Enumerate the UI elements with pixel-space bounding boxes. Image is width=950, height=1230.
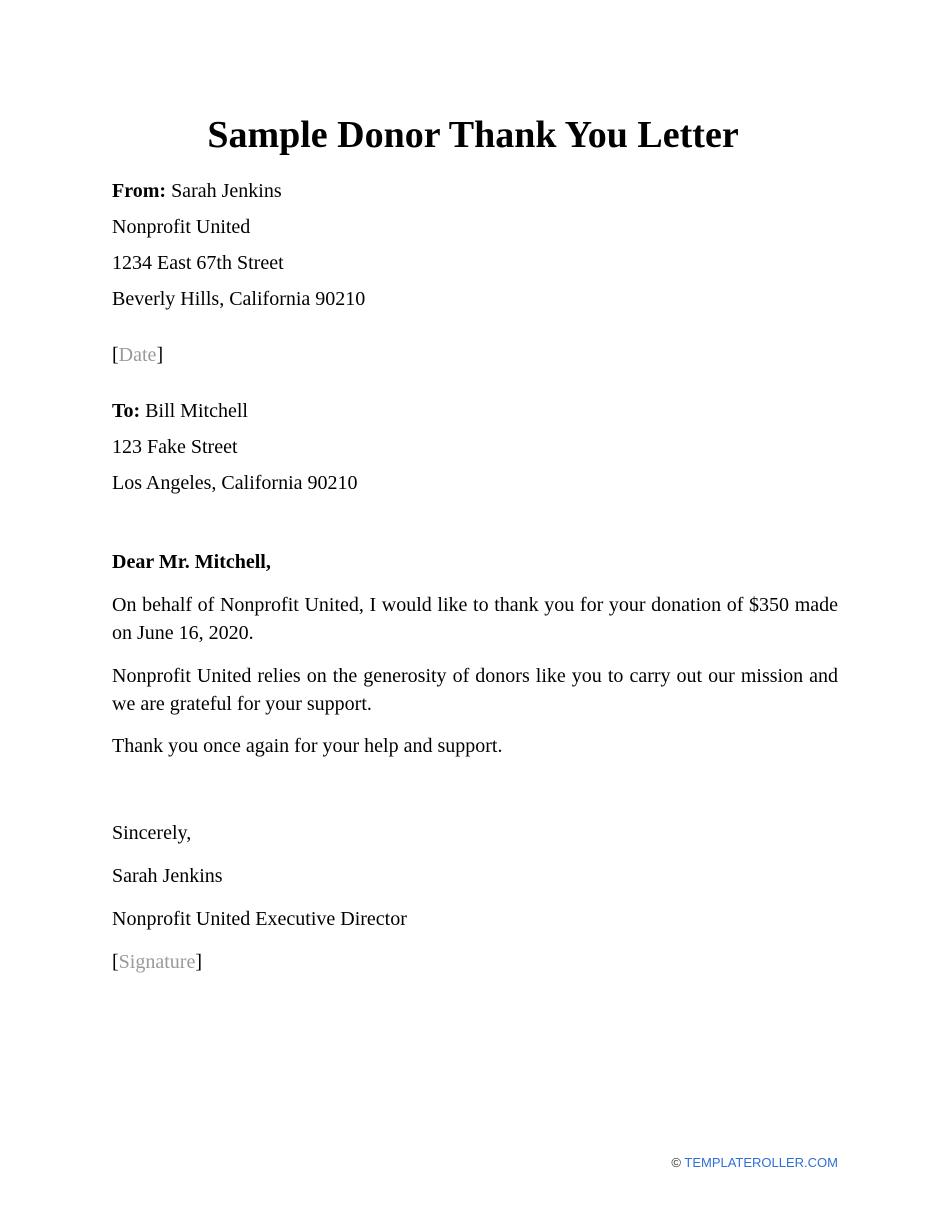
body-paragraph-2: Nonprofit United relies on the generosity of donors like you to carry out our mission and we are grateful for your support. [112,665,838,715]
sender-city-state-zip: Beverly Hills, California 90210 [112,288,366,310]
from-label: From: [112,180,167,202]
document-title: Sample Donor Thank You Letter [207,114,739,156]
to-line [112,399,248,423]
signature-placeholder [112,950,202,974]
recipient-name: Bill Mitchell [145,400,248,422]
body-paragraph-3: Thank you once again for your help and support. [112,735,503,757]
date-bracket-close: ] [156,344,164,366]
signer-title: Nonprofit United Executive Director [112,908,407,930]
from-line [112,179,282,203]
sender-name: Sarah Jenkins [171,180,282,202]
copyright-symbol: © [671,1155,681,1170]
signer-name: Sarah Jenkins [112,865,223,887]
recipient-city-state-zip: Los Angeles, California 90210 [112,472,358,494]
to-label: To: [112,400,141,422]
date-placeholder-text: Date [118,344,157,366]
templateroller-link[interactable]: TEMPLATEROLLER.COM [684,1155,838,1170]
signature-bracket-open: [ [112,951,119,973]
sender-organization: Nonprofit United [112,216,251,238]
signature-placeholder-text: Signature [118,951,196,973]
body-paragraph-1: On behalf of Nonprofit United, I would like to thank you for your donation of $350 made on June 16, 2020. [112,594,838,644]
closing: Sincerely, [112,822,192,844]
salutation: Dear Mr. Mitchell, [112,551,271,573]
date-bracket-open: [ [112,344,119,366]
sender-street: 1234 East 67th Street [112,252,284,274]
date-placeholder [112,343,163,367]
signature-bracket-close: ] [195,951,202,973]
recipient-street: 123 Fake Street [112,436,238,458]
footer-credit [671,1155,838,1171]
